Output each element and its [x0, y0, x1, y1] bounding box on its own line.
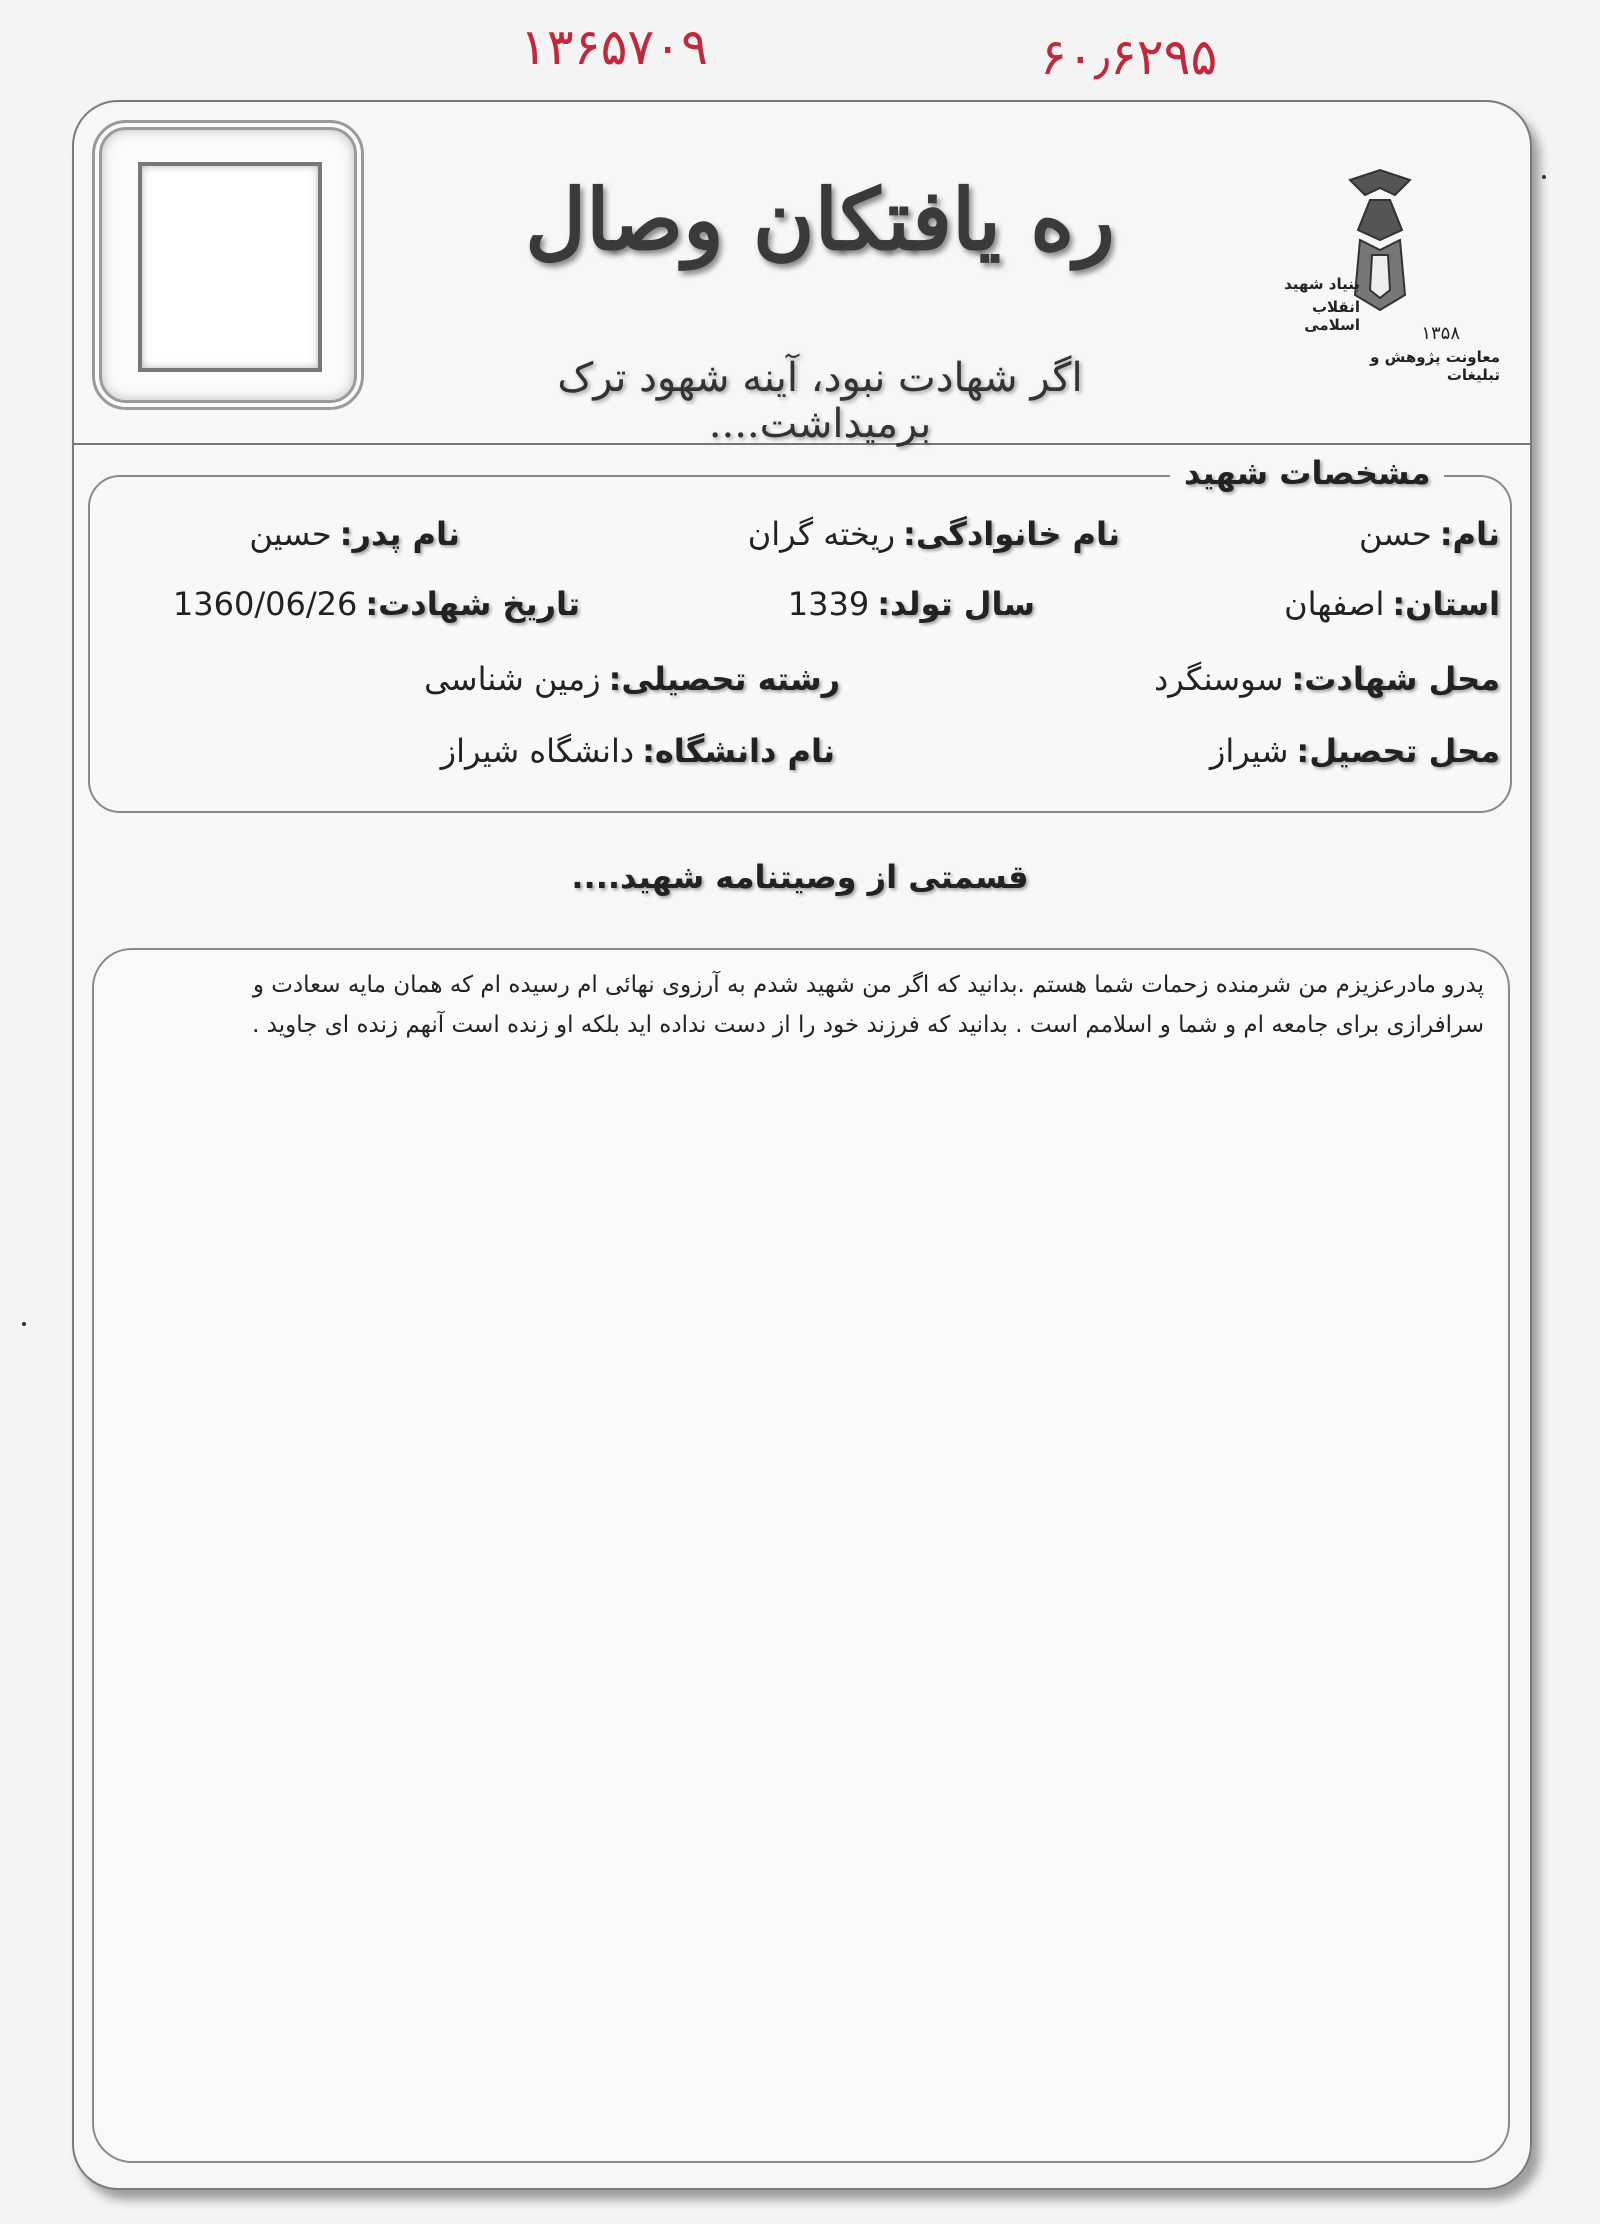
martyrdom-place-field: [1154, 660, 1500, 698]
father-name-value: حسین: [249, 515, 332, 553]
university-field: [441, 732, 835, 770]
first-name-value: حسن: [1359, 515, 1432, 553]
will-section-title: قسمتی از وصیتنامه شهید....: [571, 858, 1029, 896]
document-title: ره یافتکان وصال: [525, 170, 1115, 269]
father-name-field: [249, 515, 460, 553]
province-value: اصفهان: [1284, 585, 1385, 623]
logo-department: معاونت پژوهش و تبلیغات: [1370, 348, 1500, 384]
province-label: استان:: [1392, 585, 1500, 623]
handwritten-file-number: ۶۰٫۶۲۹۵: [1040, 28, 1218, 86]
handwritten-archive-number: ۱۳۶۵۷۰۹: [520, 18, 708, 76]
scan-speck: [22, 1322, 26, 1326]
martyrdom-place-label: محل شهادت:: [1291, 660, 1500, 698]
last-name-label: نام خانوادگی:: [903, 515, 1120, 553]
study-place-label: محل تحصیل:: [1296, 732, 1500, 770]
martyrdom-date-value: 1360/06/26: [172, 585, 358, 623]
logo-org-line2: انقلاب اسلامی: [1304, 298, 1360, 334]
martyr-info-title: مشخصات شهید: [1170, 454, 1444, 492]
birth-year-field: [788, 585, 1035, 623]
scan-speck: [1542, 175, 1546, 179]
logo-year: ۱۳۵۸: [1421, 323, 1460, 344]
study-place-field: [1210, 732, 1500, 770]
will-text-line-2: سرافرازی برای جامعه ام و شما و اسلامم است . بدانید که فرزند خود را از دست نداده اید بلکه او زنده است آنهم زنده ای جاوید .: [252, 1012, 1484, 1038]
birth-year-label: سال تولد:: [877, 585, 1035, 623]
university-label: نام دانشگاه:: [642, 732, 835, 770]
first-name-label: نام:: [1439, 515, 1500, 553]
martyrdom-date-field: [173, 585, 580, 623]
field-of-study-value: زمین شناسی: [424, 660, 601, 698]
first-name-field: [1359, 515, 1500, 553]
study-place-value: شیراز: [1209, 732, 1289, 770]
father-name-label: نام پدر:: [339, 515, 460, 553]
university-value: دانشگاه شیراز: [440, 732, 635, 770]
field-of-study-field: [424, 660, 840, 698]
will-text-line-1: پدرو مادرعزیزم من شرمنده زحمات شما هستم .بدانید که اگر من شهید شدم به آرزوی نهائی ام رسیده ام که همان مایه سعادت و: [252, 972, 1484, 998]
martyr-foundation-emblem-icon: [1290, 160, 1470, 380]
logo-org-line1: بنیاد شهید: [1284, 275, 1360, 293]
last-name-value: ریخته گران: [747, 515, 896, 553]
province-field: [1284, 585, 1500, 623]
photo-placeholder: [138, 162, 322, 372]
martyrdom-date-label: تاریخ شهادت:: [365, 585, 580, 623]
document-subtitle: اگر شهادت نبود، آینه شهود ترک برمیداشت....: [557, 355, 1083, 447]
birth-year-value: 1339: [787, 585, 870, 623]
photo-frame: [92, 120, 364, 410]
last-name-field: [748, 515, 1120, 553]
field-of-study-label: رشته تحصیلی:: [608, 660, 840, 698]
martyrdom-place-value: سوسنگرد: [1154, 660, 1284, 698]
will-text-box: [92, 948, 1510, 2163]
